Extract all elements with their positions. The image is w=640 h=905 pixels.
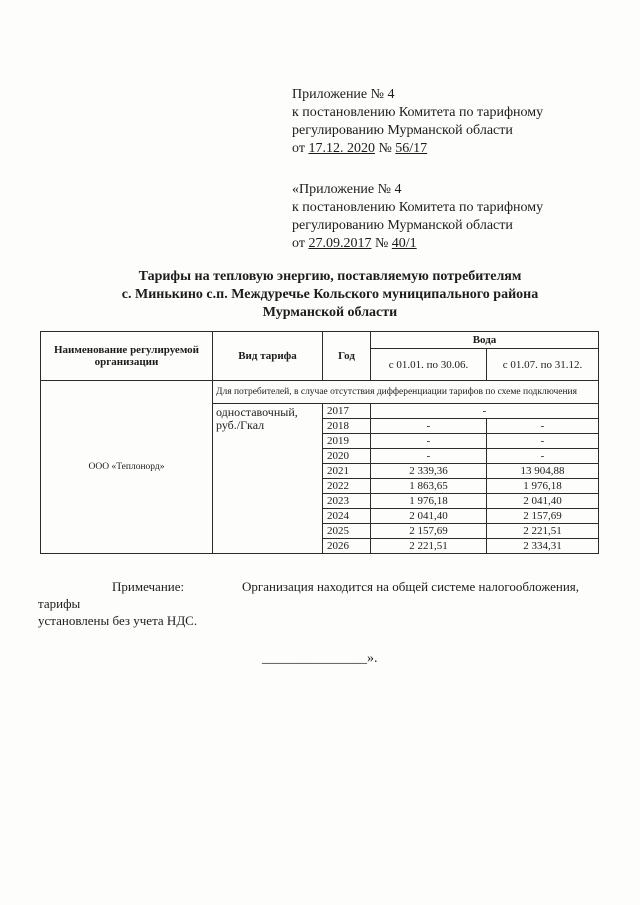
tariff-table	[40, 331, 599, 554]
footnote-text: Организация находится на общей системе налогообложения, тарифы	[38, 579, 580, 611]
appendix-header-previous	[292, 181, 543, 253]
value-cell-period-1: -	[371, 434, 487, 449]
number-prefix: №	[374, 141, 396, 156]
footnote-line-1	[38, 578, 608, 612]
closing-quote: ».	[367, 651, 378, 666]
appendix-number: 56/17	[395, 141, 428, 156]
value-cell-period-2: 2 157,69	[487, 509, 599, 524]
closing-line	[262, 651, 378, 667]
appendix-date: 17.12. 2020	[308, 141, 375, 156]
appendix-header-current	[292, 86, 543, 158]
value-cell-period-2: -	[487, 449, 599, 464]
value-cell-period-1: 2 221,51	[371, 539, 487, 554]
org-name-cell: ООО «Теплонорд»	[41, 381, 213, 554]
value-cell-period-2: 13 904,88	[487, 464, 599, 479]
appendix-issuer: регулированию Мурманской области	[292, 218, 513, 233]
appendix-title: «Приложение № 4	[292, 182, 402, 197]
value-cell-period-2: 1 976,18	[487, 479, 599, 494]
appendix-date-line	[292, 140, 543, 158]
year-cell: 2024	[323, 509, 371, 524]
appendix-reference: к постановлению Комитета по тарифному	[292, 200, 544, 215]
year-cell: 2021	[323, 464, 371, 479]
year-cell: 2020	[323, 449, 371, 464]
value-cell-period-2: -	[487, 419, 599, 434]
header-water: Вода	[371, 332, 599, 349]
year-cell: 2022	[323, 479, 371, 494]
header-period-1: с 01.01. по 30.06.	[371, 349, 487, 381]
year-cell: 2018	[323, 419, 371, 434]
year-cell: 2023	[323, 494, 371, 509]
value-cell-period-1: 1 863,65	[371, 479, 487, 494]
appendix-title: Приложение № 4	[292, 87, 395, 102]
year-cell: 2025	[323, 524, 371, 539]
footnote-line-2: установлены без учета НДС.	[38, 613, 198, 628]
footnote	[38, 578, 608, 629]
appendix-date-line	[292, 235, 543, 253]
value-cell-period-1: -	[371, 449, 487, 464]
consumer-note-cell: Для потребителей, в случае отсутствия дифференциации тарифов по схеме подключения	[213, 381, 599, 404]
year-cell: 2017	[323, 404, 371, 419]
tariff-type-cell: одноставочный, руб./Гкал	[213, 404, 323, 554]
header-org: Наименование регулируемой организации	[41, 332, 213, 381]
value-cell-period-1: 2 157,69	[371, 524, 487, 539]
value-cell-period-2: 2 221,51	[487, 524, 599, 539]
header-tariff-type: Вид тарифа	[213, 332, 323, 381]
date-prefix: от	[292, 141, 309, 156]
consumer-note-row	[41, 381, 599, 404]
value-cell-merged: -	[371, 404, 599, 419]
appendix-number: 40/1	[391, 236, 417, 251]
value-cell-period-1: 2 041,40	[371, 509, 487, 524]
value-cell-period-2: 2 041,40	[487, 494, 599, 509]
appendix-date: 27.09.2017	[308, 236, 372, 251]
appendix-issuer: регулированию Мурманской области	[292, 123, 513, 138]
year-cell: 2026	[323, 539, 371, 554]
document-title	[40, 268, 620, 322]
closing-rule: _______________	[262, 651, 367, 666]
number-prefix: №	[371, 236, 392, 251]
date-prefix: от	[292, 236, 309, 251]
value-cell-period-1: 2 339,36	[371, 464, 487, 479]
header-period-2: с 01.07. по 31.12.	[487, 349, 599, 381]
value-cell-period-2: -	[487, 434, 599, 449]
value-cell-period-1: 1 976,18	[371, 494, 487, 509]
title-line-1: Тарифы на тепловую энергию, поставляемую потребителям	[138, 269, 522, 284]
appendix-reference: к постановлению Комитета по тарифному	[292, 105, 544, 120]
year-cell: 2019	[323, 434, 371, 449]
footnote-label: Примечание:	[112, 579, 185, 594]
table-header-row	[41, 332, 599, 349]
header-year: Год	[323, 332, 371, 381]
title-line-2: с. Минькино с.п. Междуречье Кольского муниципального района	[121, 287, 539, 302]
value-cell-period-1: -	[371, 419, 487, 434]
value-cell-period-2: 2 334,31	[487, 539, 599, 554]
title-line-3: Мурманской области	[262, 305, 398, 320]
